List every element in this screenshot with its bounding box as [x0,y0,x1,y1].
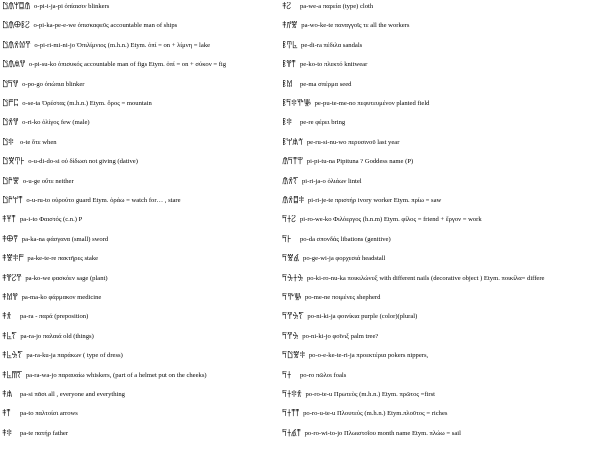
linear-b-glyph: 𐀃𐀡𐀒 [2,79,19,90]
dictionary-entry [282,274,600,284]
entry-text: pe-ru-si-nu-wo περυσινοῦ last year [306,138,400,146]
dictionary-entry [282,99,600,109]
dictionary-entry [2,118,290,128]
dictionary-entry [282,157,600,167]
dictionary-entry [2,351,290,361]
linear-b-glyph: 𐀡𐀐𐀹 [282,254,300,265]
dictionary-entry [2,138,290,148]
linear-b-glyph: 𐀡𐀫 [282,370,291,381]
entry-text: pa-ra-jo παλαιά old (things) [20,332,94,340]
linear-b-glyph: 𐀡𐀛𐀓𐀍 [282,312,304,323]
entry-text: po-ro-wi-to-jo Πλωιστοΐου month name Etym. πλώω = sail [304,429,461,437]
entry-text: o-pi-i-ja-pi ὀπίαισιν blinkers [33,3,110,10]
linear-b-glyph: 𐀞𐀒𐀸𐀛 [2,273,22,284]
dictionary-entry [2,2,290,12]
linear-b-glyph: 𐀞𐀺𐀐 [282,21,298,32]
entry-text: pa-ra-ku-ja παράκων ( type of dress) [26,352,123,360]
dictionary-entry [282,60,600,70]
entry-text: pa-ko-we φασκόεν sage (plant) [25,274,108,282]
entry-text: o-u-di-do-si οὐ δίδωσι not giving (dative) [28,158,138,166]
linear-b-glyph: 𐀃𐀠𐀩𐀊𐀠 [2,2,30,12]
dictionary-entry [2,254,290,264]
linear-b-glyph: 𐀞𐀐𐀳𐀮 [2,254,24,265]
dictionary-entry [282,390,600,400]
entry-text: po-da σπονδάς libations (genitive) [300,235,391,243]
dictionary-entry [282,80,600,90]
linear-b-glyph: 𐀡𐀫𐀳𐀪 [282,390,302,400]
dictionary-entry [2,60,290,70]
linear-b-glyph: 𐀃𐀄𐀐 [2,176,19,187]
linear-b-glyph: 𐀠𐀡𐀵𐀚 [282,157,303,168]
entry-text: pe-pu-te-me-no πεφυτευμένον planted field [314,100,430,107]
dictionary-entry [282,351,600,361]
linear-b-glyph: 𐀞𐀨𐀓𐀍 [2,351,23,362]
linear-b-glyph: 𐀞𐀯 [2,390,12,400]
entry-text: o-po-go ὀπώπια blinker [22,80,85,88]
entry-text: po-ro πῶλοι foals [300,371,347,379]
entry-text: pe-re φέρει bring [300,119,346,127]
entry-text: pa-wo-ke-te παναγγοῖς τε all the workers [301,22,410,30]
linear-b-glyph: 𐀃𐀠𐀯𐀒 [2,60,25,71]
entry-text: pa-we-a παρεία (type) cloth [300,3,374,10]
linear-b-glyph: 𐀞𐀂𐀵 [2,215,16,226]
linear-b-glyph: 𐀡𐀫𐀹𐀵 [282,428,301,439]
linear-b-glyph: 𐀃𐀮𐀲 [2,99,19,109]
entry-text: po-ro-u-te-u Πλουτεὺς (m.h.n.) Etym.πλοῦτος = riches [303,410,448,418]
entry-text: o-ri-ko ὀλίγος few (male) [22,119,90,127]
dictionary-entry [282,41,600,51]
linear-b-glyph: 𐀃𐀠𐀏𐀟𐀸 [2,21,30,32]
linear-b-glyph: 𐀟𐀇𐀨 [282,40,298,51]
entry-text: po-ni-ki-jo φοῖνιξ palm tree? [302,332,379,340]
entry-text: pa-ma-ko φάρμακον medicine [21,294,102,301]
dictionary-entry [2,196,290,206]
dictionary-entry [2,312,290,322]
linear-b-glyph: 𐀃𐀠𐀪𐀔𐀛 [2,40,31,51]
linear-b-glyph: 𐀠𐀪𐀊𐀳 [282,196,304,206]
dictionary-entry [2,293,290,303]
entry-text: po-ki-ro-nu-ka ποικιλώνυξ with different nails (decorative object ) Etym. ποικίλα= differe [306,274,545,282]
entry-text: po-o-e-ke-te-ri-ja προεκτέρια pokers nippers, [308,352,429,360]
dictionary-entry [2,21,290,31]
entry-text: pa-i-to Φαιστός (c.n.) P [20,216,83,224]
entry-text: o-pi-ka-pe-e-we ὀπισκαφεῦς accountable man of ships [33,22,178,30]
dictionary-entry [282,177,600,187]
dictionary-entry [2,99,290,109]
linear-b-glyph: 𐀠𐀪𐀍 [282,176,298,187]
linear-b-glyph: 𐀃𐀄𐀬𐀵 [2,196,23,206]
entry-text: pi-ro-we-ko Φιλόεργος (h.n.m) Etym. φίλος = friend + ἔργον = work [300,216,482,224]
linear-b-glyph: 𐀞𐀨𐀷𐀍 [2,370,22,381]
linear-b-glyph: 𐀞𐀸 [282,2,291,12]
linear-b-glyph: 𐀡𐀕𐀜 [282,293,301,303]
dictionary-entry [282,235,600,245]
entry-text: pa-ka-na φάσγανα (small) sword [21,235,109,243]
entry-text: o-se-ta Ὀρέστας (m.h.n.) Etym. ὄρος = mountain [22,100,152,107]
dictionary-entry [2,157,290,167]
entry-text: pi-ri-ja-o ὀλιάων lintel [302,177,362,185]
dictionary-entry [282,118,600,128]
linear-b-glyph: 𐀟𐀒𐀵 [282,60,296,71]
linear-b-glyph: 𐀟𐀔 [282,79,293,90]
right-column [282,2,600,450]
linear-b-glyph: 𐀞𐀵 [2,409,11,420]
dictionary-entry [2,332,290,342]
dictionary-entry [282,332,600,342]
linear-b-glyph: 𐀡𐀫𐀸 [282,215,296,226]
entry-text: pa-si πᾶσι all , everyone and everything [20,391,125,398]
entry-text: o-pi-su-ko ὀπισυκός accountable man of figs Etym. ὀπί = on + σύκον = fig [28,61,227,69]
entry-text: po-ge-wi-ja φορχεσιά headstall [303,255,386,263]
dictionary-entry [282,254,600,264]
linear-b-glyph: 𐀟𐀳 [282,118,292,129]
dictionary-entry [282,293,600,303]
entry-text: pa-te πατήρ father [20,429,69,437]
entry-text: pe-ma σπέρμα seed [300,80,352,88]
dictionary-entry [282,215,600,225]
entry-text: pe-ko-to πλεκτό knitwear [300,61,368,69]
dictionary-entry [2,390,290,400]
dictionary-entry [282,21,600,31]
dictionary-entry [2,371,290,381]
linear-b-glyph: 𐀞𐀏𐀙 [2,234,18,245]
linear-b-glyph: 𐀞𐀳 [2,428,12,439]
dictionary-entry [2,429,290,439]
entry-text: po-ro-te-u Πρωτεὺς (m.h.n.) Etym. πρῶτος =first [305,391,435,398]
dictionary-entry [2,177,290,187]
entry-text: pi-ri-je-te πριστήρ ivory worker Etym. πρίω = saw [307,197,442,204]
entry-text: o-u-ge οὔτε neither [22,177,74,185]
linear-b-glyph: 𐀡𐀫𐀵𐀵 [282,409,300,420]
dictionary-entry [2,215,290,225]
entry-text: po-me-ne ποιμένες shepherd [304,294,381,301]
linear-b-glyph: 𐀃𐀆𐀇𐀅 [2,157,25,168]
dictionary-entry [2,41,290,51]
linear-b-glyph: 𐀟𐀬𐀯𐀗 [282,137,303,148]
entry-text: pa-ra - παρά (preposition) [20,313,89,321]
dictionary-entry [282,409,600,419]
dictionary-entry [2,274,290,284]
entry-text: o-pi-ri-mi-ni-jo Ὀπιλίμνιος (m.h.n.) Etym. ὀπί = on + λίμνη = lake [34,41,211,49]
dictionary-entry [282,196,600,206]
linear-b-glyph: 𐀟𐀡𐀳𐀕𐀜 [282,99,311,109]
entry-text: po-ni-ki-ja φοινίκια purple (color)(plural) [307,313,418,321]
linear-b-glyph: 𐀡𐀓𐀫𐀓 [282,273,303,284]
entry-text: pi-pi-tu-na Pipituna ? Goddess name (P) [306,158,414,166]
linear-b-glyph: 𐀡𐀛𐀓 [282,331,299,342]
entry-text: o-te ὅτε when [20,138,57,146]
dictionary-entry [282,312,600,322]
entry-text: pa-ke-te-re πακτῆρες stake [27,255,99,263]
linear-b-glyph: 𐀞𐀨𐀍 [2,331,17,342]
dictionary-entry [2,235,290,245]
dictionary-entry [282,371,600,381]
dictionary-entry [282,2,600,12]
entry-text: pa-ra-wa-jo παραυαίω whiskers, (part of a helmet put on the cheeks) [25,371,207,379]
entry-text: pa-to παλτοίσι arrows [20,410,78,418]
linear-b-glyph: 𐀞𐀪 [2,312,12,323]
linear-b-glyph: 𐀞𐀔𐀒 [2,293,18,303]
linear-b-glyph: 𐀃𐀪𐀒 [2,118,19,129]
linear-b-glyph: 𐀡𐀃𐀐𐀳 [282,351,305,362]
entry-text: pe-di-ra πέδιλα sandals [301,41,363,49]
dictionary-entry [2,409,290,419]
linear-b-glyph: 𐀡𐀅 [282,234,291,245]
entry-text: o-u-ru-to οὐρούτο guard Etym. ὁράω = watch for… , stare [26,197,181,204]
dictionary-entry [2,80,290,90]
dictionary-entry [282,429,600,439]
dictionary-entry [282,138,600,148]
left-column [2,2,290,450]
linear-b-glyph: 𐀃𐀳 [2,137,14,148]
